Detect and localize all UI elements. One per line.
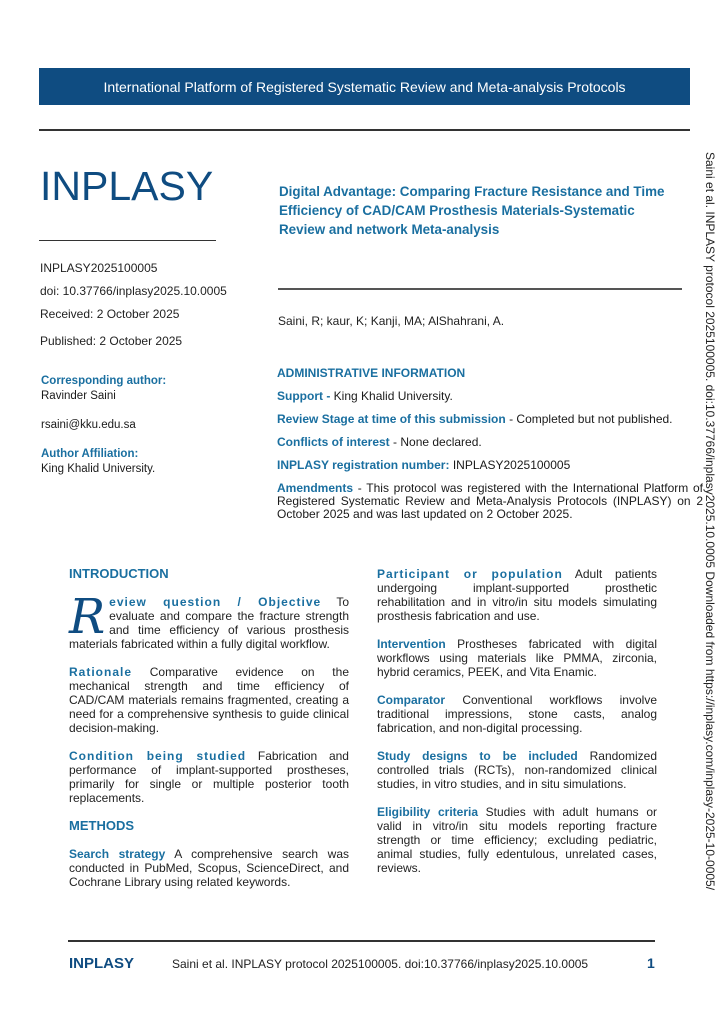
administrative-information [277,367,703,531]
top-divider [39,129,690,131]
condition-label: Condition being studied [69,749,247,763]
search-strategy-text: A comprehensive search was conducted in PubMed, Scopus, ScienceDirect, and Cochrane Library using related keywords. [69,847,350,889]
intervention [377,637,657,679]
drop-cap: R [69,589,106,645]
corresponding-author-name: Ravinder Saini [41,390,116,402]
eligibility-label: Eligibility criteria [377,805,479,819]
published-date: Published: 2 October 2025 [40,334,183,348]
admin-support [277,390,703,403]
paper-title: Digital Advantage: Comparing Fracture Resistance and Time Efficiency of CAD/CAM Prosthesis Materials-Systematic Review and network Meta-analysis [279,184,665,237]
condition [69,749,349,805]
introduction-heading: INTRODUCTION [69,566,169,581]
admin-heading: ADMINISTRATIVE INFORMATION [277,366,466,380]
affiliation-label: Author Affiliation: [41,448,139,460]
admin-conflicts [277,436,703,449]
intervention-text: Prostheses fabricated with digital workflows using materials like PMMA, zirconia, hybrid ceramics, PEEK, and Vita Enamic. [377,637,657,679]
study-designs-label: Study designs to be included [377,749,578,763]
eligibility [377,805,657,875]
rationale [69,665,349,735]
comparator-label: Comparator [377,693,446,707]
study-designs-text: Randomized controlled trials (RCTs), non-randomized clinical studies, in vitro studies, and in situ simulations. [377,749,657,791]
review-question-text: To evaluate and compare the fracture strength and time efficiency of various prosthesis materials fabricated within a fully digital workflow. [69,595,349,651]
side-download-note: Saini et al. INPLASY protocol 2025100005. doi:10.37766/inplasy2025.10.0005 Downloaded from https://inplasy.com/inplasy-2025-10-0005/ [703,152,717,891]
participant [377,567,657,623]
admin-label: Support - [277,389,331,403]
brand-divider [39,240,216,241]
title-divider [278,288,682,290]
admin-value: King Khalid University. [330,389,453,403]
admin-label: Conflicts of interest [277,435,390,449]
corresponding-author-block [41,374,166,477]
search-strategy [69,847,349,889]
intervention-label: Intervention [377,637,446,651]
admin-value: - This protocol was registered with the International Platform of Registered Systematic Review and Meta-Analysis Protocols (INPLASY) on 2 October 2025 and was last updated on 2 October 2025. [277,481,703,521]
eligibility-text: Studies with adult humans or valid in vitro/in situ models reporting fracture strength or time efficiency; excluding pediatric, animal studies, fully edentulous, unrelated cases, reviews. [377,805,657,875]
corresponding-author-label: Corresponding author: [41,375,167,387]
review-question-label: eview question / Objective [109,595,322,609]
authors: Saini, R; kaur, K; Kanji, MA; AlShahrani, A. [278,314,505,328]
admin-value: - Completed but not published. [505,412,673,426]
rationale-label: Rationale [69,665,133,679]
footer-divider [68,940,655,942]
affiliation: King Khalid University. [41,463,156,475]
registration-id: INPLASY2025100005 [40,261,158,275]
participant-label: Participant or population [377,567,563,581]
study-designs [377,749,657,791]
admin-label: Review Stage at time of this submission [277,412,506,426]
admin-amendments [277,482,703,521]
doi[interactable]: doi: 10.37766/inplasy2025.10.0005 [40,284,227,298]
admin-review-stage [277,413,703,426]
admin-label: INPLASY registration number: [277,458,450,472]
footer-citation: Saini et al. INPLASY protocol 2025100005. doi:10.37766/inplasy2025.10.0005 [172,957,589,971]
admin-label: Amendments [277,481,354,495]
brand-logo: INPLASY [40,163,214,209]
review-question [69,589,349,651]
condition-text: Fabrication and performance of implant-supported prostheses, primarily for single or multiple posterior tooth replacements. [69,749,349,805]
comparator [377,693,657,735]
right-column [377,567,657,889]
banner-text: International Platform of Registered Systematic Review and Meta-analysis Protocols [103,78,626,95]
rationale-text: Comparative evidence on the mechanical strength and time efficiency of CAD/CAM materials remains fragmented, creating a need for a comprehensive synthesis to guide clinical decision-making. [69,665,349,735]
search-strategy-label: Search strategy [69,847,166,861]
admin-registration [277,459,703,472]
admin-value: - None declared. [389,435,482,449]
methods-heading: METHODS [69,818,134,833]
header-banner [39,68,690,105]
received-date: Received: 2 October 2025 [40,307,180,321]
footer-brand: INPLASY [69,955,135,972]
admin-value: INPLASY2025100005 [449,458,571,472]
comparator-text: Conventional workflows involve traditional impressions, stone casts, analog fabrication, and non-digital processing. [377,693,657,735]
participant-text: Adult patients undergoing implant-supported prosthetic rehabilitation and in vitro/in situ models simulating prosthesis fabrication and use. [377,567,657,623]
protocol-meta [40,258,227,354]
left-column [69,567,349,903]
page-number: 1 [647,955,655,971]
corresponding-author-email[interactable]: rsaini@kku.edu.sa [41,419,136,431]
